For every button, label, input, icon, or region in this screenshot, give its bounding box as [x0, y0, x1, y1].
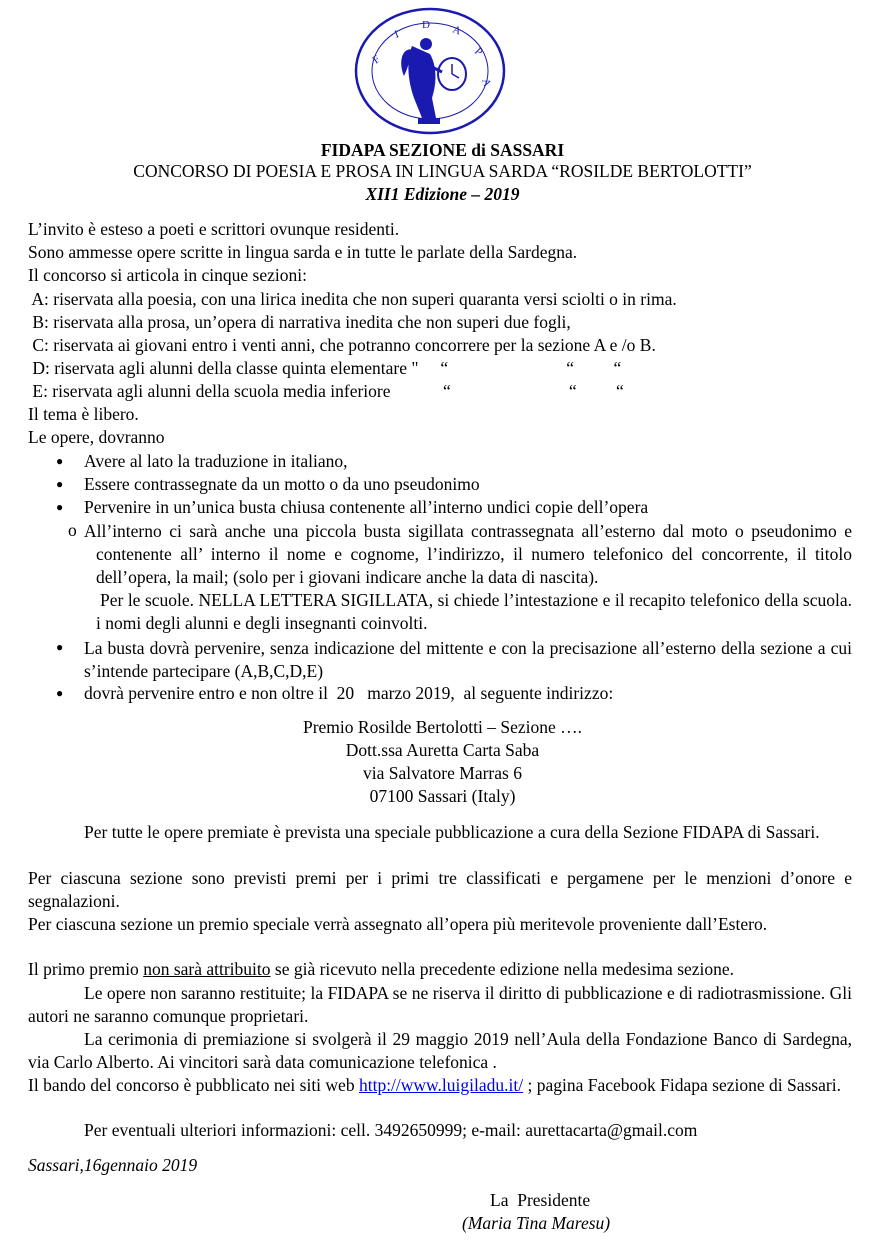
first-prize-text: Il primo premio: [28, 959, 144, 979]
svg-text:I: I: [392, 28, 401, 41]
section-d: D: riservata agli alunni della classe quinta elementare " “ “ “: [28, 358, 622, 378]
school-note: Per le scuole. NELLA LETTERA SIGILLATA, si chiede l’intestazione e il recapito telefonico della scuola. i nomi degli alunni e degli insegnanti coinvolti.: [96, 590, 852, 633]
address-line: Dott.ssa Auretta Carta Saba: [345, 740, 540, 760]
sub-rule-text: [84, 520, 852, 589]
bullet-icon: ●: [56, 477, 64, 491]
rule-item: Pervenire in un’unica busta chiusa contenente all’interno undici copie dell’opera: [84, 497, 649, 517]
fidapa-logo: [352, 6, 508, 136]
paragraph-ceremony: La cerimonia di premiazione si svolgerà il 29 maggio 2019 nell’Aula della Fondazione Banco di Sardegna, via Carlo Alberto. Ai vincitori sarà data comunicazione telefonica .: [28, 1029, 852, 1072]
first-prize-underlined: non sarà attribuito: [143, 959, 271, 979]
svg-text:A: A: [479, 76, 494, 89]
paragraph-rights: Le opere non saranno restituite; la FIDAPA se ne riserva il diritto di pubblicazione e di radiotrasmissione. Gli autori ne saranno comunque proprietari.: [28, 983, 852, 1026]
rule-item: Essere contrassegnate da un motto o da uno pseudonimo: [84, 474, 480, 494]
paragraph-contact: Per eventuali ulteriori informazioni: cell. 3492650999; e-mail: aurettacarta@gmail.com: [84, 1120, 698, 1140]
address-line: via Salvatore Marras 6: [363, 763, 522, 783]
svg-text:P: P: [471, 45, 485, 59]
rules-intro: Le opere, dovranno: [28, 427, 165, 447]
section-c: C: riservata ai giovani entro i venti anni, che potranno concorrere per la sezione A e /o B.: [28, 335, 656, 355]
sub-rule-body: All’interno ci sarà anche una piccola busta sigillata contrassegnata all’esterno dal moto o pseudonimo e contenente all’ interno il nome e cognome, l’indirizzo, il numero telefonico del concorrente, il titolo dell’opera, la mail; (solo per i giovani indicare anche la data di nascita).: [84, 521, 852, 587]
intro-line: Sono ammesse opere scritte in lingua sarda e in tutte le parlate della Sardegna.: [28, 242, 578, 262]
edition-label: XII1 Edizione – 2019: [365, 184, 520, 204]
section-e: E: riservata agli alunni della scuola media inferiore “ “ “: [28, 381, 624, 401]
first-prize-text-end: se già ricevuto nella precedente edizione nella medesima sezione.: [270, 959, 735, 979]
address-line: Premio Rosilde Bertolotti – Sezione ….: [302, 717, 582, 737]
bullet-icon: ●: [56, 640, 64, 654]
document-subtitle: CONCORSO DI POESIA E PROSA IN LINGUA SARDA “ROSILDE BERTOLOTTI”: [133, 161, 752, 181]
paragraph-foreign-prize: Per ciascuna sezione un premio speciale verrà assegnato all’opera più meritevole proveniente dall’Estero.: [28, 914, 768, 934]
address-line: 07100 Sassari (Italy): [369, 786, 516, 806]
rule-item: Avere al lato la traduzione in italiano,: [84, 451, 348, 471]
paragraph-prizes: Per ciascuna sezione sono previsti premi per i primi tre classificati e pergamene per le menzioni d’onore e segnalazioni.: [28, 868, 852, 911]
section-b: B: riservata alla prosa, un’opera di narrativa inedita che non superi due fogli,: [28, 312, 571, 332]
bullet-icon: ●: [56, 454, 64, 468]
document-title: FIDAPA SEZIONE di SASSARI: [320, 140, 565, 160]
website-link[interactable]: http://www.luigiladu.it/: [358, 1075, 524, 1095]
sub-bullet-icon: o: [68, 520, 77, 540]
intro-line: Il concorso si articola in cinque sezioni:: [28, 265, 307, 285]
website-text: Il bando del concorso è pubblicato nei siti web: [28, 1075, 359, 1095]
paragraph-publication: Per tutte le opere premiate è prevista una speciale pubblicazione a cura della Sezione FIDAPA di Sassari.: [84, 822, 820, 842]
website-text-end: ; pagina Facebook Fidapa sezione di Sassari.: [523, 1075, 841, 1095]
signature-name: (Maria Tina Maresu): [462, 1213, 611, 1233]
signature-role: La Presidente: [490, 1190, 591, 1210]
document-date: Sassari,16gennaio 2019: [28, 1155, 198, 1175]
intro-line: L’invito è esteso a poeti e scrittori ovunque residenti.: [28, 219, 400, 239]
bullet-icon: ●: [56, 500, 64, 514]
theme-line: Il tema è libero.: [28, 404, 139, 424]
svg-text:F: F: [370, 53, 383, 67]
svg-text:D: D: [422, 19, 430, 31]
section-a: A: riservata alla poesia, con una lirica inedita che non superi quaranta versi sciolti o in rima.: [28, 289, 677, 309]
svg-text:A: A: [450, 23, 463, 38]
paragraph-website: [28, 1074, 852, 1097]
rule-item: dovrà pervenire entro e non oltre il 20 marzo 2019, al seguente indirizzo:: [84, 683, 614, 703]
paragraph-first-prize: [28, 959, 734, 980]
bullet-icon: ●: [56, 686, 64, 700]
rule-item: La busta dovrà pervenire, senza indicazione del mittente e con la precisazione all’esterno della sezione a cui s’intende partecipare (A,B,C,D,E): [84, 638, 852, 681]
